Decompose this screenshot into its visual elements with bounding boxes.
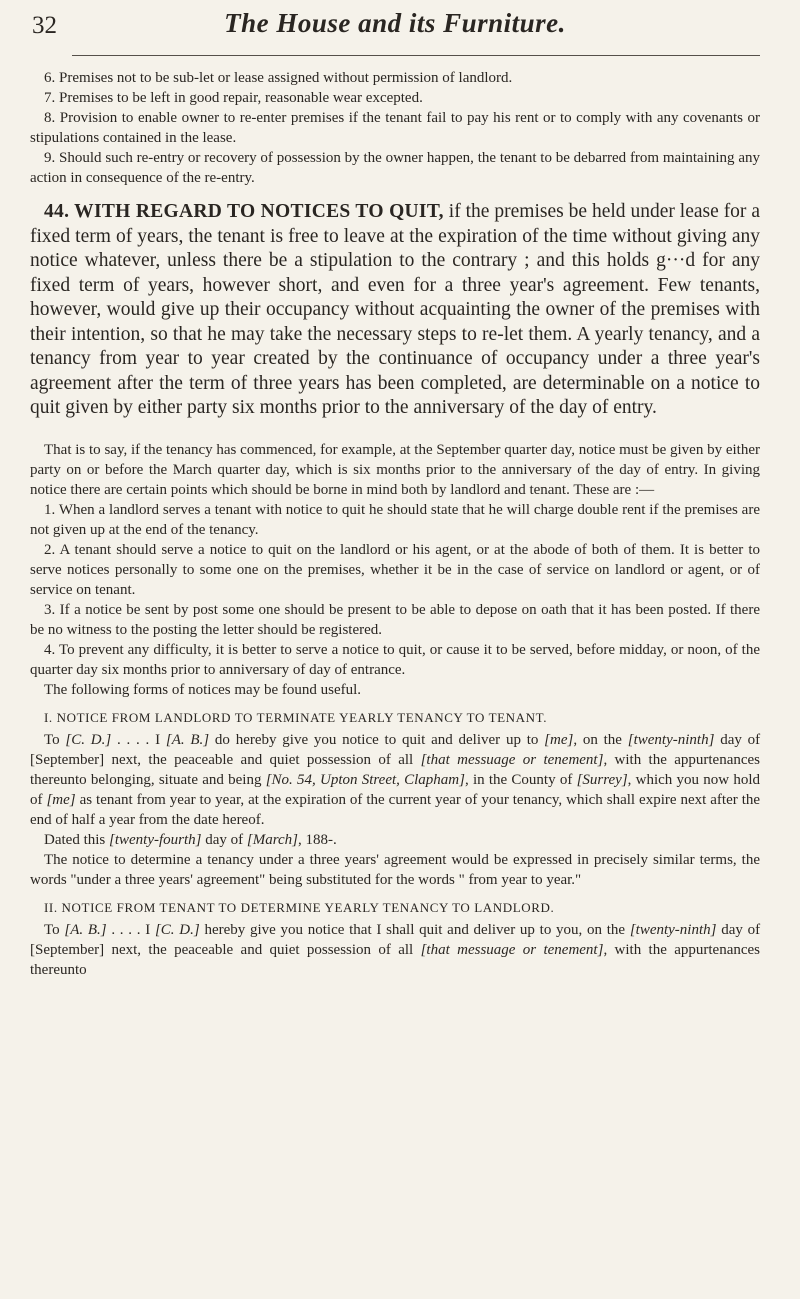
form-1-dated: Dated this [twenty-fourth] day of [March], 188-. bbox=[44, 832, 337, 848]
form-2-body: To [A. B.] . . . . I [C. D.] hereby give you notice that I shall quit and deliver up to you, on the [twenty-ninth] day of [September] next, the peaceable and quiet possession of all [that messuage or tenement], with the appurtenances thereunto bbox=[30, 922, 761, 978]
form-2-tenant: [C. D.] bbox=[154, 922, 200, 938]
point-item: 3. If a notice be sent by post some one should be present to be able to depose on oath that it has been posted. If there be no witness to the posting the letter should be registered. bbox=[30, 602, 760, 638]
running-title: The House and its Furniture. bbox=[224, 8, 566, 38]
page-number: 32 bbox=[32, 12, 57, 39]
header-rule bbox=[72, 55, 760, 56]
condition-item: 6. Premises not to be sub-let or lease assigned without permission of landlord. bbox=[44, 70, 513, 86]
lease-conditions-list bbox=[30, 68, 760, 188]
form-1-landlord: [A. B.] bbox=[165, 732, 210, 748]
form-2-heading: II. NOTICE FROM TENANT TO DETERMINE YEARLY TENANCY TO LANDLORD. bbox=[44, 900, 555, 915]
condition-item: 9. Should such re-entry or recovery of possession by the owner happen, the tenant to be debarred from maintaining any action in consequence of the re-entry. bbox=[30, 150, 760, 186]
section-44-body: if the premises be held under lease for a fixed term of years, the tenant is free to leave at the expiration of the time without giving any notice whatever, unless there be a stipulation to the contrary ; and this holds g···d for any fixed term of years, however short, and even for a three year's agreement. Few tenants, however, would give up their occupancy without acquainting the owner of the premises with their intention, so that he may take the necessary steps to re-let them. A yearly tenancy, and a tenancy from year to year created by the continuance of occupancy under a three year's agreement after the term of three years has been completed, are determinable on a notice to quit given by either party six months prior to the anniversary of the day of entry. bbox=[30, 201, 761, 418]
condition-item: 7. Premises to be left in good repair, reasonable wear excepted. bbox=[44, 90, 423, 106]
form-landlord-notice bbox=[30, 708, 760, 890]
form-2-landlord: [A. B.] bbox=[64, 922, 107, 938]
form-1-note: The notice to determine a tenancy under a three years' agreement would be expressed in precisely similar terms, the words "under a three years' agreement" being substituted for the words " from year to year." bbox=[30, 852, 760, 888]
form-1-body: To [C. D.] . . . . I [A. B.] do hereby give you notice to quit and deliver up to [me], on the [twenty-ninth] day of [September] next, the peaceable and quiet possession of all [that messuage or tenement], with the appurtenances thereunto belonging, situate and being [No. 54, Upton Street, Clapham], in the County of [Surrey], which you now hold of [me] as tenant from year to year, at the expiration of the current year of your tenancy, which shall expire next after the end of half a year from the date hereof. bbox=[30, 732, 761, 828]
form-tenant-notice bbox=[30, 898, 760, 980]
point-item: 4. To prevent any difficulty, it is better to serve a notice to quit, or cause it to be served, before midday, or noon, of the quarter day six months prior to anniversary of day of entrance. bbox=[30, 642, 760, 678]
form-1-heading: I. NOTICE FROM LANDLORD TO TERMINATE YEARLY TENANCY TO TENANT. bbox=[44, 710, 548, 725]
form-1-address: [No. 54, Upton Street, Clapham] bbox=[265, 772, 465, 788]
section-44 bbox=[30, 200, 760, 421]
point-item: 2. A tenant should serve a notice to quit on the landlord or his agent, or at the abode of both of them. It is better to serve notices personally to some one on the premises, whether it be in the case of service on landlord or agent, or of service on tenant. bbox=[30, 542, 760, 598]
form-1-tenant: [C. D.] bbox=[65, 732, 112, 748]
point-item: 1. When a landlord serves a tenant with notice to quit he should state that he will charge double rent if the premises are not given up at the end of the tenancy. bbox=[30, 502, 760, 538]
explanation-paragraph: That is to say, if the tenancy has commenced, for example, at the September quarter day, notice must be given by either party on or before the March quarter day, which is six months prior to the anniversary of the day of entry. In giving notice there are certain points which should be borne in mind both by landlord and tenant. These are :— bbox=[30, 442, 760, 498]
section-44-heading: 44. WITH REGARD TO NOTICES TO QUIT, bbox=[44, 201, 444, 222]
condition-item: 8. Provision to enable owner to re-enter premises if the tenant fail to pay his rent or to comply with any covenants or stipulations contained in the lease. bbox=[30, 110, 760, 146]
forms-intro: The following forms of notices may be found useful. bbox=[44, 682, 362, 698]
page bbox=[30, 0, 760, 980]
notice-explanation bbox=[30, 440, 760, 700]
running-head bbox=[30, 0, 760, 60]
